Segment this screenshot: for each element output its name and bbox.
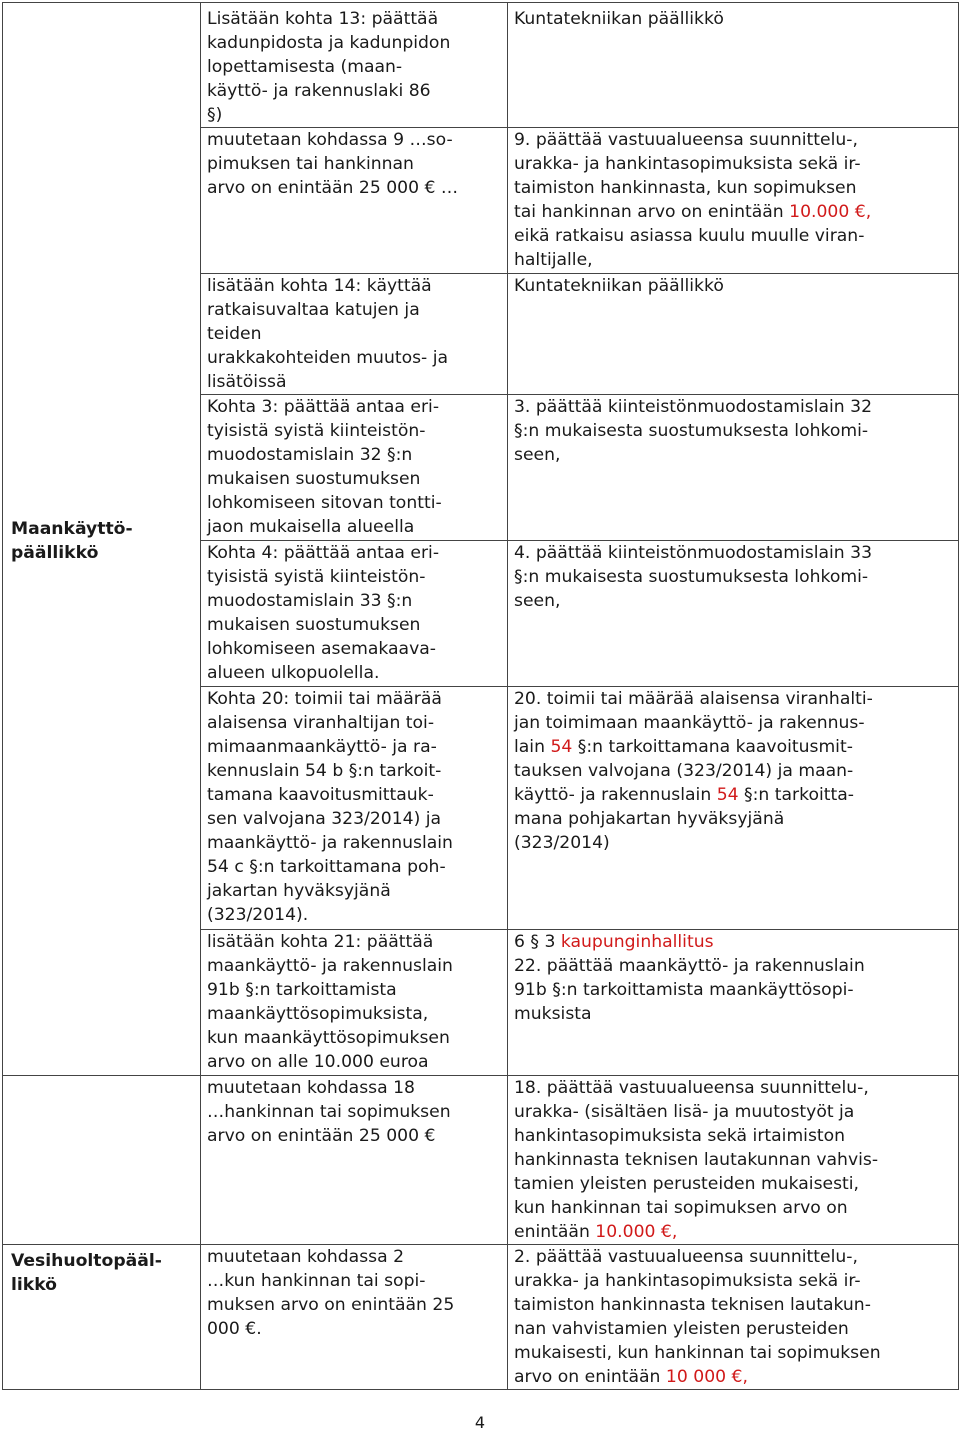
current-9 <box>508 128 959 274</box>
proposal-4: Kohta 4: päättää antaa eri- tyisistä syistä kiinteistön- muodostamislain 33 §:n mukaisen suostumuksen lohkomiseen asemakaava- alueen ulkopuolella. <box>201 541 508 687</box>
current-18-text: 18. päättää vastuualueensa suunnittelu-, urakka- (sisältäen lisä- ja muutostyöt ja hankintasopimuksista sekä irtaimiston hankinnasta teknisen lautakunnan vahvis- tamien yleisten perusteiden mukaisesti, kun hankinnan tai sopimuksen arvo on enintään <box>514 1078 879 1242</box>
current-14: Kuntatekniikan päällikkö <box>508 274 959 395</box>
current-22-text: 22. päättää maankäyttö- ja rakennuslain 91b §:n tarkoittamista maankäyttösopi- muksista <box>514 956 865 1024</box>
current-2 <box>508 1245 959 1390</box>
current-3: 3. päättää kiinteistönmuodostamislain 32 §:n mukaisesta suostumuksesta lohkomi- seen, <box>508 395 959 541</box>
proposal-20: Kohta 20: toimii tai määrää alaisensa viranhaltijan toi- mimaanmaankäyttö- ja ra- kennuslain 54 b §:n tarkoit- tamana kaavoitusmittauk- sen valvojana 323/2014) ja maankäyttö- ja rakennuslain 54 c §:n tarkoittamana poh- jakartan hyväksyjänä (323/2014). <box>201 687 508 930</box>
current-18 <box>508 1076 959 1245</box>
current-20-ref-1: 54 <box>550 737 573 757</box>
current-22-body: kaupunginhallitus <box>560 932 714 952</box>
proposal-9: muutetaan kohdassa 9 …so- pimuksen tai hankinnan arvo on enintään 25 000 € … <box>201 128 508 274</box>
current-20 <box>508 687 959 930</box>
proposal-21: lisätään kohta 21: päättää maankäyttö- ja rakennuslain 91b §:n tarkoittamista maankäyttösopimuksista, kun maankäyttösopimuksen arvo on alle 10.000 euroa <box>201 930 508 1076</box>
current-9-text: 9. päättää vastuualueensa suunnittelu-, urakka- ja hankintasopimuksista sekä ir- taimiston hankinnasta, kun sopimuksen tai hankinnan arvo on enintään <box>514 130 861 222</box>
proposal-3: Kohta 3: päättää antaa eri- tyisistä syistä kiinteistön- muodostamislain 32 §:n mukaisen suostumuksen lohkomiseen sitovan tontti- jaon mukaisella alueella <box>201 395 508 541</box>
current-9-amount: 10.000 €, <box>789 202 872 222</box>
current-13: Kuntatekniikan päällikkö <box>508 3 959 128</box>
current-20-ref-2: 54 <box>716 785 739 805</box>
proposal-2: muutetaan kohdassa 2 …kun hankinnan tai sopi- muksen arvo on enintään 25 000 €. <box>201 1245 508 1390</box>
role-cell-empty <box>3 1076 201 1245</box>
current-20-b: §:n tarkoittamana kaavoitusmit- tauksen valvojana (323/2014) ja maan- käyttö- ja rakennuslain <box>514 737 854 805</box>
role-maankayttopaallikko: Maankäyttö- päällikkö <box>11 519 133 563</box>
page-number: 4 <box>474 1413 486 1432</box>
role-cell-vesihuolto <box>3 1245 201 1390</box>
role-cell-maankaytto <box>3 3 201 1076</box>
current-22-ref: 6 § 3 <box>514 932 561 952</box>
current-18-amount: 10.000 €, <box>595 1222 678 1242</box>
proposal-13: Lisätään kohta 13: päättää kadunpidosta ja kadunpidon lopettamisesta (maan- käyttö- ja rakennuslaki 86 §) <box>201 3 508 128</box>
current-2-amount: 10 000 €, <box>665 1367 748 1387</box>
delegation-table <box>2 2 959 1390</box>
role-vesihuoltopaallikko: Vesihuoltopääl- likkö <box>11 1251 162 1295</box>
proposal-18: muutetaan kohdassa 18 …hankinnan tai sopimuksen arvo on enintään 25 000 € <box>201 1076 508 1245</box>
current-4: 4. päättää kiinteistönmuodostamislain 33 §:n mukaisesta suostumuksesta lohkomi- seen, <box>508 541 959 687</box>
current-2-text: 2. päättää vastuualueensa suunnittelu-, urakka- ja hankintasopimuksista sekä ir- taimiston hankinnasta teknisen lautakun- nan vahvistamien yleisten perusteiden mukaisesti, kun hankinnan tai sopimuksen arvo on enintään <box>514 1247 881 1387</box>
proposal-14: lisätään kohta 14: käyttää ratkaisuvaltaa katujen ja teiden urakkakohteiden muutos- ja lisätöissä <box>201 274 508 395</box>
current-20-c: §:n tarkoitta- mana pohjakartan hyväksyjänä (323/2014) <box>514 785 854 853</box>
current-20-a: 20. toimii tai määrää alaisensa viranhalti- jan toimimaan maankäyttö- ja rakennus- lain <box>514 689 873 757</box>
current-22 <box>508 930 959 1076</box>
current-9-text-end: eikä ratkaisu asiassa kuulu muulle viran- haltijalle, <box>514 226 865 270</box>
